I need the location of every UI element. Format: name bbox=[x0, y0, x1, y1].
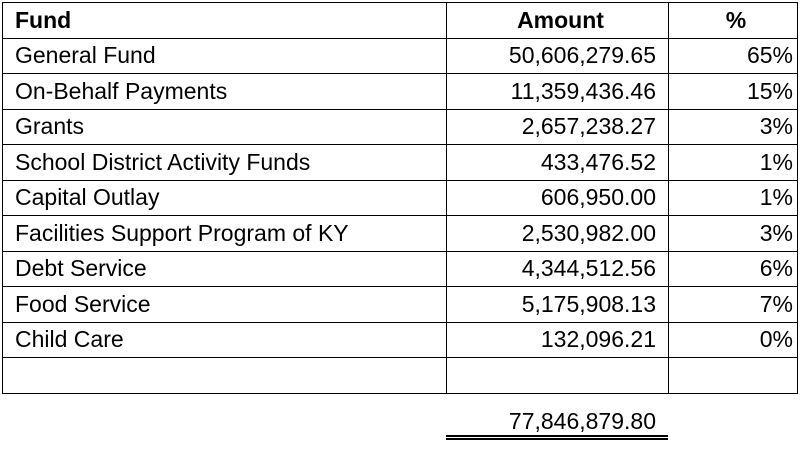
fund-name-cell: Facilities Support Program of KY bbox=[3, 216, 447, 252]
table-row bbox=[3, 145, 798, 181]
fund-name-cell: Child Care bbox=[3, 322, 447, 358]
percent-cell bbox=[669, 358, 798, 394]
amount-cell: 132,096.21 bbox=[447, 322, 669, 358]
amount-cell: 50,606,279.65 bbox=[447, 38, 669, 74]
table-header bbox=[3, 3, 798, 39]
amount-cell bbox=[447, 358, 669, 394]
amount-cell: 2,530,982.00 bbox=[447, 216, 669, 252]
percent-cell: 7% bbox=[669, 287, 798, 323]
table-row bbox=[3, 74, 798, 110]
fund-name-cell: Capital Outlay bbox=[3, 180, 447, 216]
total-amount-value: 77,846,879.80 bbox=[508, 408, 656, 434]
header-amount: Amount bbox=[447, 3, 669, 39]
percent-cell: 1% bbox=[669, 180, 798, 216]
amount-cell: 5,175,908.13 bbox=[447, 287, 669, 323]
percent-cell: 15% bbox=[669, 74, 798, 110]
header-percent: % bbox=[669, 3, 798, 39]
header-row bbox=[3, 3, 798, 39]
table-row bbox=[3, 322, 798, 358]
table-row bbox=[3, 109, 798, 145]
table-row bbox=[3, 287, 798, 323]
percent-cell: 3% bbox=[669, 109, 798, 145]
fund-name-cell bbox=[3, 358, 447, 394]
fund-name-cell: On-Behalf Payments bbox=[3, 74, 447, 110]
table-row bbox=[3, 180, 798, 216]
table-row bbox=[3, 251, 798, 287]
fund-name-cell: Debt Service bbox=[3, 251, 447, 287]
percent-cell: 1% bbox=[669, 145, 798, 181]
percent-cell: 6% bbox=[669, 251, 798, 287]
percent-cell: 65% bbox=[669, 38, 798, 74]
table-row bbox=[3, 216, 798, 252]
table-body bbox=[3, 38, 798, 393]
amount-cell: 433,476.52 bbox=[447, 145, 669, 181]
amount-cell: 2,657,238.27 bbox=[447, 109, 669, 145]
fund-name-cell: Food Service bbox=[3, 287, 447, 323]
percent-cell: 0% bbox=[669, 322, 798, 358]
amount-cell: 11,359,436.46 bbox=[447, 74, 669, 110]
total-amount bbox=[446, 402, 668, 440]
amount-cell: 606,950.00 bbox=[447, 180, 669, 216]
table-row bbox=[3, 38, 798, 74]
fund-table bbox=[2, 2, 798, 394]
percent-cell: 3% bbox=[669, 216, 798, 252]
amount-cell: 4,344,512.56 bbox=[447, 251, 669, 287]
table-row-empty bbox=[3, 358, 798, 394]
header-fund: Fund bbox=[3, 3, 447, 39]
fund-name-cell: General Fund bbox=[3, 38, 447, 74]
fund-name-cell: School District Activity Funds bbox=[3, 145, 447, 181]
fund-name-cell: Grants bbox=[3, 109, 447, 145]
